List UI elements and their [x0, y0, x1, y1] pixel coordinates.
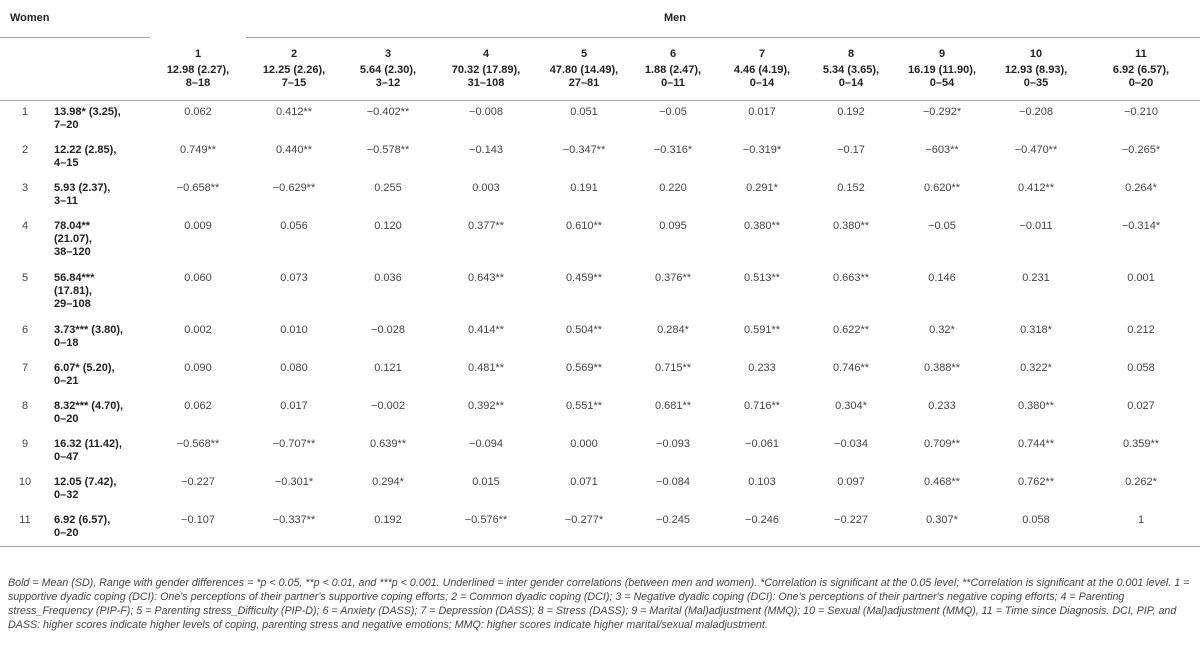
correlation-cell: −0.002 — [371, 399, 405, 412]
correlation-cell: 0.036 — [374, 271, 402, 284]
row-stats: 6.07* (5.20), 0–21 — [54, 361, 115, 387]
row-number: 7 — [21, 361, 29, 374]
correlation-cell: 0.080 — [280, 361, 308, 374]
correlation-cell: 0.097 — [837, 475, 865, 488]
table-row — [0, 433, 1200, 471]
correlation-cell: 0.233 — [748, 361, 776, 374]
correlation-cell: −603** — [925, 143, 959, 156]
correlation-cell: 0.233 — [928, 399, 956, 412]
correlation-cell: 1 — [1137, 513, 1145, 526]
correlation-cell: 0.459** — [565, 271, 603, 284]
correlation-cell: −0.568** — [176, 437, 220, 450]
column-number: 8 — [847, 47, 855, 60]
correlation-cell: 0.121 — [374, 361, 402, 374]
column-stats: 6.92 (6.57), 0–20 — [1112, 63, 1170, 89]
row-stats: 5.93 (2.37), 3–11 — [54, 181, 111, 207]
table-row — [0, 177, 1200, 215]
correlation-cell: 0.513** — [743, 271, 781, 284]
correlation-cell: 0.639** — [369, 437, 407, 450]
correlation-cell: 0.001 — [1127, 271, 1155, 284]
correlation-cell: 0.681** — [654, 399, 692, 412]
correlation-cell: 0.307* — [926, 513, 958, 526]
correlation-cell: 0.32* — [929, 323, 955, 336]
correlation-cell: 0.294* — [372, 475, 404, 488]
correlation-cell: 0.663** — [832, 271, 870, 284]
correlation-cell: 0.071 — [570, 475, 598, 488]
correlation-cell: 0.264* — [1125, 181, 1157, 194]
correlation-cell: 0.284* — [657, 323, 689, 336]
correlation-cell: −0.227 — [181, 475, 215, 488]
correlation-cell: 0.380** — [1017, 399, 1055, 412]
correlation-cell: −0.277* — [564, 513, 604, 526]
correlation-cell: 0.414** — [467, 323, 505, 336]
correlation-cell: 0.610** — [565, 219, 603, 232]
correlation-cell: 0.440** — [275, 143, 313, 156]
table-row — [0, 395, 1200, 433]
correlation-cell: −0.028 — [371, 323, 405, 336]
column-number-row — [0, 38, 1200, 64]
correlation-cell: −0.094 — [469, 437, 503, 450]
row-number: 2 — [21, 143, 29, 156]
column-stats-row — [0, 64, 1200, 101]
row-number: 5 — [21, 271, 29, 284]
correlation-cell: 0.468** — [923, 475, 961, 488]
correlation-cell: 0.744** — [1017, 437, 1055, 450]
women-header: Women — [10, 12, 50, 24]
row-stats: 56.84*** (17.81), 29–108 — [54, 271, 95, 310]
correlation-cell: 0.749** — [179, 143, 217, 156]
correlation-cell: −0.246 — [745, 513, 779, 526]
column-stats: 47.80 (14.49), 27–81 — [549, 63, 619, 89]
correlation-cell: 0.388** — [923, 361, 961, 374]
correlation-cell: 0.291* — [746, 181, 778, 194]
correlation-cell: 0.103 — [748, 475, 776, 488]
column-stats: 5.64 (2.30), 3–12 — [359, 63, 417, 89]
correlation-cell: 0.318* — [1020, 323, 1052, 336]
correlation-cell: 0.027 — [1127, 399, 1155, 412]
correlation-cell: 0.746** — [832, 361, 870, 374]
correlation-cell: −0.292* — [922, 105, 962, 118]
row-stats: 12.22 (2.85), 4–15 — [54, 143, 117, 169]
correlation-cell: 0.120 — [374, 219, 402, 232]
correlation-cell: 0.062 — [184, 105, 212, 118]
row-number: 1 — [21, 105, 29, 118]
correlation-cell: 0.051 — [570, 105, 598, 118]
row-number: 8 — [21, 399, 29, 412]
correlation-cell: −0.314* — [1121, 219, 1161, 232]
column-number: 4 — [482, 47, 490, 60]
correlation-cell: 0.146 — [928, 271, 956, 284]
correlation-cell: −0.208 — [1019, 105, 1053, 118]
correlation-cell: −0.061 — [745, 437, 779, 450]
row-number: 10 — [18, 475, 32, 488]
row-number: 6 — [21, 323, 29, 336]
column-number: 5 — [580, 47, 588, 60]
correlation-cell: 0.009 — [184, 219, 212, 232]
column-number: 9 — [938, 47, 946, 60]
correlation-cell: 0.003 — [472, 181, 500, 194]
correlation-cell: 0.152 — [837, 181, 865, 194]
correlation-cell: −0.347** — [562, 143, 606, 156]
row-stats: 3.73*** (3.80), 0–18 — [54, 323, 124, 349]
correlation-cell: 0.017 — [280, 399, 308, 412]
correlation-cell: −0.227 — [834, 513, 868, 526]
column-stats: 70.32 (17.89), 31–108 — [451, 63, 521, 89]
correlation-cell: 0.551** — [565, 399, 603, 412]
correlation-cell: 0.716** — [743, 399, 781, 412]
correlation-cell: 0.000 — [570, 437, 598, 450]
table-row — [0, 139, 1200, 177]
correlation-cell: 0.715** — [654, 361, 692, 374]
table-row — [0, 319, 1200, 357]
correlation-cell: −0.093 — [656, 437, 690, 450]
table-row — [0, 357, 1200, 395]
column-number: 3 — [384, 47, 392, 60]
correlation-cell: 0.060 — [184, 271, 212, 284]
table-footnote: Bold = Mean (SD), Range with gender differences = *p < 0.05, **p < 0.01, and ***p < 0.001. Underlined = inter gender correlations (between men and women). *Correlation is significant at the 0.05 level; **Correlation is significant at the 0.001 level. 1 = supportive dyadic coping (DCI): One's perceptions of their partner's supportive coping efforts; 2 = Common dyadic coping (DCI); 3 = Negative dyadic coping (DCI): One's perceptions of their partner's negative coping efforts; 4 = Parenting stress_Frequency (PIP-F); 5 = Parenting stress_Difficulty (PIP-D); 6 = Anxiety (DASS); 7 = Depression (DASS); 8 = Stress (DASS); 9 = Marital (Mal)adjustment (MMQ); 10 = Sexual (Mal)adjustment (MMQ), 11 = Time since Diagnosis. DCI, PIP, and DASS: higher scores indicate higher levels of coping, parenting stress and negative emotions; MMQ: higher scores indicate higher marital/sexual maladjustment. — [8, 577, 1190, 631]
correlation-cell: 0.591** — [743, 323, 781, 336]
correlation-cell: 0.709** — [923, 437, 961, 450]
correlation-cell: 0.412** — [275, 105, 313, 118]
correlation-cell: 0.056 — [280, 219, 308, 232]
correlation-cell: −0.034 — [834, 437, 868, 450]
correlation-cell: −0.265* — [1121, 143, 1161, 156]
table-row — [0, 215, 1200, 267]
column-stats: 12.25 (2.26), 7–15 — [262, 63, 326, 89]
correlation-cell: −0.084 — [656, 475, 690, 488]
correlation-cell: 0.192 — [837, 105, 865, 118]
row-stats: 13.98* (3.25), 7–20 — [54, 105, 121, 131]
correlation-cell: −0.707** — [272, 437, 316, 450]
table-row — [0, 267, 1200, 319]
correlation-cell: 0.377** — [467, 219, 505, 232]
row-number: 4 — [21, 219, 29, 232]
correlation-cell: −0.245 — [656, 513, 690, 526]
correlation-cell: −0.576** — [464, 513, 508, 526]
correlation-cell: 0.073 — [280, 271, 308, 284]
correlation-cell: 0.643** — [467, 271, 505, 284]
row-stats: 8.32*** (4.70), 0–20 — [54, 399, 124, 425]
column-stats: 12.98 (2.27), 8–18 — [166, 63, 230, 89]
correlation-cell: 0.376** — [654, 271, 692, 284]
correlation-cell: 0.380** — [832, 219, 870, 232]
correlation-cell: 0.762** — [1017, 475, 1055, 488]
correlation-cell: 0.569** — [565, 361, 603, 374]
column-number: 7 — [758, 47, 766, 60]
correlation-cell: 0.504** — [565, 323, 603, 336]
correlation-cell: 0.090 — [184, 361, 212, 374]
column-stats: 5.34 (3.65), 0–14 — [822, 63, 880, 89]
row-number: 3 — [21, 181, 29, 194]
table-body — [0, 101, 1200, 547]
correlation-cell: 0.392** — [467, 399, 505, 412]
correlation-cell: −0.470** — [1014, 143, 1058, 156]
correlation-cell: 0.481** — [467, 361, 505, 374]
correlation-cell: −0.658** — [176, 181, 220, 194]
correlation-cell: −0.337** — [272, 513, 316, 526]
column-stats: 4.46 (4.19), 0–14 — [733, 63, 791, 89]
correlation-cell: −0.319* — [742, 143, 782, 156]
correlation-cell: −0.578** — [366, 143, 410, 156]
correlation-cell: 0.015 — [472, 475, 500, 488]
correlation-cell: 0.002 — [184, 323, 212, 336]
correlation-cell: −0.629** — [272, 181, 316, 194]
correlation-cell: 0.058 — [1022, 513, 1050, 526]
row-number: 11 — [19, 513, 31, 526]
correlation-cell: −0.301* — [274, 475, 314, 488]
correlation-cell: 0.622** — [832, 323, 870, 336]
correlation-cell: 0.231 — [1022, 271, 1050, 284]
correlation-cell: −0.05 — [659, 105, 687, 118]
table-row — [0, 471, 1200, 509]
column-number: 11 — [1135, 47, 1147, 60]
column-stats: 12.93 (8.93), 0–35 — [1004, 63, 1068, 89]
table-row — [0, 101, 1200, 139]
column-stats: 1.88 (2.47), 0–11 — [644, 63, 702, 89]
correlation-cell: 0.620** — [923, 181, 961, 194]
correlation-cell: 0.191 — [570, 181, 598, 194]
correlation-cell: −0.17 — [837, 143, 865, 156]
correlation-cell: 0.380** — [743, 219, 781, 232]
column-stats: 16.19 (11.90), 0–54 — [908, 63, 976, 89]
row-number: 9 — [21, 437, 29, 450]
correlation-cell: 0.262* — [1125, 475, 1157, 488]
men-header: Men — [664, 12, 686, 24]
correlation-cell: 0.304* — [835, 399, 867, 412]
correlation-cell: 0.095 — [659, 219, 687, 232]
correlation-cell: 0.010 — [280, 323, 308, 336]
correlation-cell: 0.212 — [1127, 323, 1155, 336]
correlation-cell: 0.359** — [1122, 437, 1160, 450]
column-number: 10 — [1029, 47, 1043, 60]
correlation-cell: 0.058 — [1127, 361, 1155, 374]
correlation-cell: −0.143 — [469, 143, 503, 156]
correlation-cell: −0.05 — [928, 219, 956, 232]
column-number: 1 — [194, 47, 202, 60]
table-row — [0, 509, 1200, 547]
correlation-cell: 0.017 — [748, 105, 776, 118]
correlation-cell: 0.322* — [1020, 361, 1052, 374]
column-number: 6 — [669, 47, 677, 60]
correlation-cell: −0.316* — [653, 143, 693, 156]
correlation-cell: −0.011 — [1019, 219, 1053, 232]
row-stats: 6.92 (6.57), 0–20 — [54, 513, 111, 539]
correlation-cell: 0.062 — [184, 399, 212, 412]
column-number: 2 — [290, 47, 298, 60]
correlation-cell: 0.255 — [374, 181, 402, 194]
correlation-cell: 0.192 — [374, 513, 402, 526]
correlation-cell: −0.008 — [469, 105, 503, 118]
correlation-cell: −0.107 — [181, 513, 215, 526]
correlation-cell: 0.220 — [659, 181, 687, 194]
row-stats: 78.04** (21.07), 38–120 — [54, 219, 92, 258]
row-stats: 12.05 (7.42), 0–32 — [54, 475, 117, 501]
correlation-cell: −0.210 — [1124, 105, 1158, 118]
correlation-cell: −0.402** — [366, 105, 410, 118]
row-stats: 16.32 (11.42), 0–47 — [54, 437, 122, 463]
correlation-cell: 0.412** — [1017, 181, 1055, 194]
